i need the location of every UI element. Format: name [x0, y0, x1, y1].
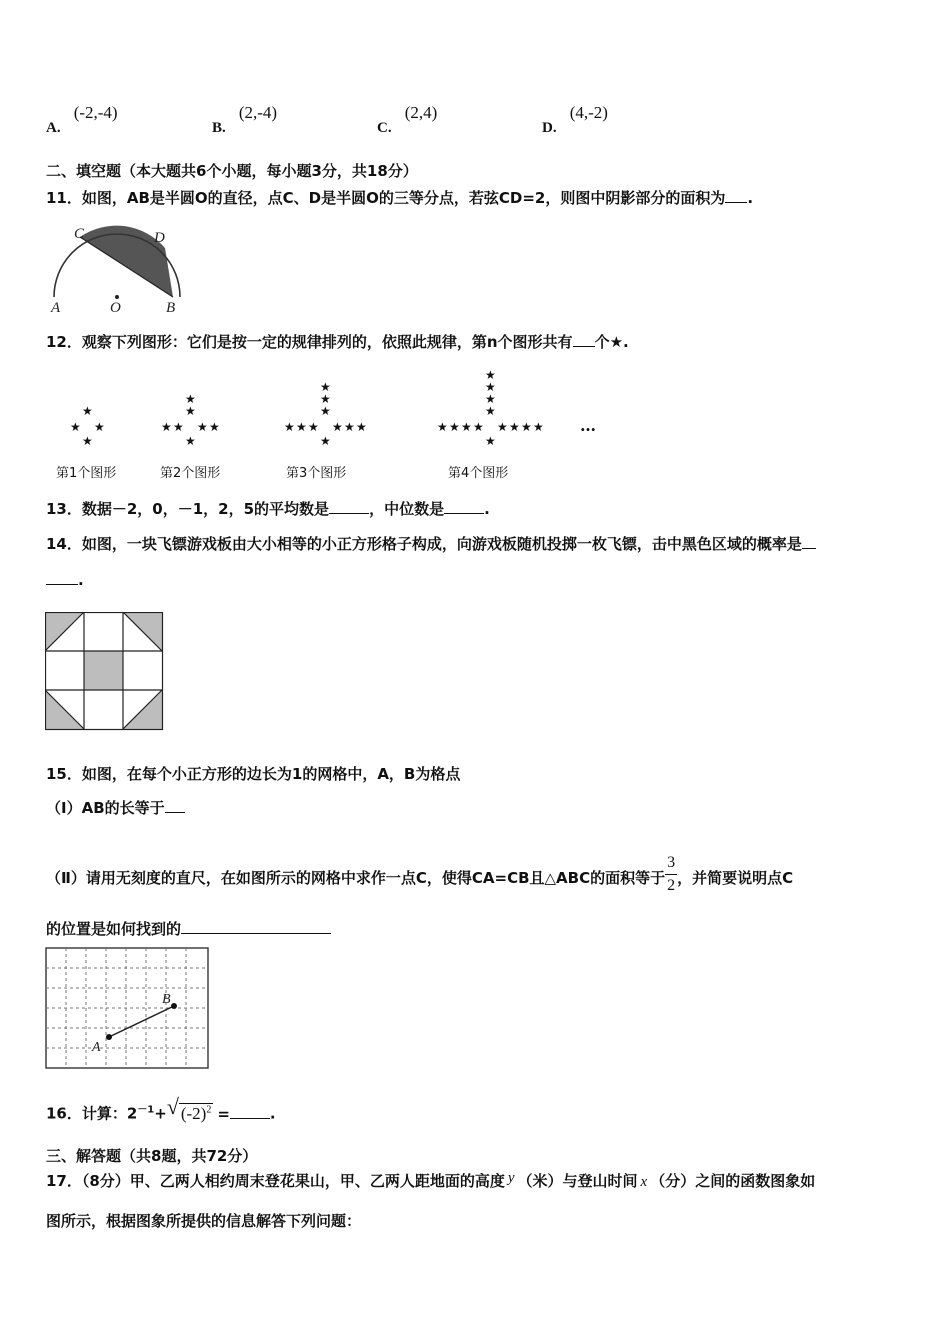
question-13-text-b: ，中位数是: [369, 500, 445, 518]
choice-c: [377, 103, 438, 136]
star-icon: ★: [449, 420, 460, 434]
star-icon: ★: [197, 420, 208, 434]
figure-caption-2: 第2个图形: [160, 466, 221, 481]
figure-caption-4: 第4个图形: [448, 466, 509, 481]
question-11: [46, 187, 753, 208]
variable-y: y: [507, 1170, 515, 1186]
segment-ab: [109, 1006, 174, 1037]
answer-blank: [230, 1104, 270, 1119]
section2-heading: 二、填空题（本大题共6个小题，每小题3分，共18分）: [46, 162, 418, 180]
answer-blank: [573, 332, 595, 347]
answer-blank: [181, 919, 331, 934]
choice-letter: B.: [212, 120, 226, 136]
equals-sign: =: [217, 1104, 230, 1123]
choice-a: [46, 103, 118, 136]
question-15-part2: [46, 856, 793, 901]
center-square: [84, 651, 123, 690]
star-icon: ★: [332, 420, 343, 434]
question-15-part1: [46, 797, 185, 818]
star-icon: ★: [185, 404, 196, 418]
figure-caption-3: 第3个图形: [286, 466, 347, 481]
semicircle-figure: [46, 224, 196, 316]
star-icon: ★: [485, 380, 496, 394]
choice-coordinate: (2,-4): [238, 103, 278, 122]
choice-coordinate: (-2,-4): [73, 103, 118, 122]
question-12-text: 12．观察下列图形：它们是按一定的规律排列的，依照此规律，第n个图形共有: [46, 333, 573, 351]
choice-letter: C.: [377, 120, 392, 136]
star-icon: ★: [533, 420, 544, 434]
star-icon: ★: [344, 420, 355, 434]
question-17-text-c: （分）之间的函数图象如: [650, 1172, 816, 1190]
grid-figure: [45, 947, 211, 1071]
star-icon: ★: [485, 434, 496, 448]
label-b: B: [162, 992, 171, 1007]
label-a: A: [92, 1040, 101, 1055]
label-c: C: [74, 226, 85, 242]
star-icon: ★: [82, 434, 93, 448]
star-icon: ★: [185, 434, 196, 448]
star-icon: ★: [320, 380, 331, 394]
section3-heading: 三、解答题（共8题，共72分）: [46, 1147, 258, 1165]
radicand-value: (-2): [180, 1103, 207, 1123]
question-13: [46, 498, 490, 519]
choice-d: [542, 103, 608, 136]
star-icon: ★: [185, 392, 196, 406]
star-icon: ★: [320, 404, 331, 418]
star-icon: ★: [485, 404, 496, 418]
question-14-line2: [46, 570, 84, 589]
choice-b: [212, 103, 278, 136]
answer-blank: [725, 188, 747, 203]
question-15-part2-line2: [46, 918, 331, 939]
star-icon: ★: [296, 420, 307, 434]
question-17-line2: 图所示，根据图象所提供的信息解答下列问题：: [46, 1212, 362, 1230]
point-a: [106, 1034, 112, 1040]
question-11-text: 11．如图，AB是半圆O的直径，点C、D是半圆O的三等分点，若弦CD=2，则图中阴影部分的面积为: [46, 189, 726, 207]
dartboard-figure: [45, 612, 165, 732]
choice-coordinate: (2,4): [404, 103, 438, 122]
star-figures: [46, 360, 646, 486]
label-a: A: [51, 300, 61, 316]
star-icon: ★: [209, 420, 220, 434]
answer-blank: [165, 798, 185, 813]
star-icon: ★: [161, 420, 172, 434]
star-icon: ★: [485, 392, 496, 406]
star-icon: ★: [437, 420, 448, 434]
question-11-end: .: [747, 189, 754, 207]
star-icon: ★: [94, 420, 105, 434]
choice-letter: A.: [46, 120, 61, 136]
question-17-text-a: 17．（8分）甲、乙两人相约周末登花果山，甲、乙两人距地面的高度: [46, 1172, 505, 1190]
star-icon: ★: [509, 420, 520, 434]
star-icon: ★: [82, 404, 93, 418]
question-12: [46, 331, 629, 352]
label-d: D: [154, 230, 165, 246]
question-15-part1-text: （Ⅰ）AB的长等于: [46, 799, 165, 817]
star-icon: ★: [356, 420, 367, 434]
center-point: [115, 295, 119, 299]
fraction-three-halves: [665, 852, 677, 897]
question-15-part2-text-c: 的位置是如何找到的: [46, 920, 182, 938]
exponent-neg-one: －1: [137, 1104, 155, 1116]
question-14-end: .: [78, 571, 84, 589]
variable-x: x: [640, 1174, 648, 1190]
answer-blank-part2: [46, 570, 78, 585]
question-13-end: .: [484, 500, 490, 518]
star-icon: ★: [461, 420, 472, 434]
question-15: 15．如图，在每个小正方形的边长为1的网格中，A，B为格点: [46, 765, 461, 783]
star-icon: ★: [284, 420, 295, 434]
question-13-text-a: 13．数据－2，0，－1，2，5的平均数是: [46, 500, 330, 518]
label-b: B: [166, 300, 176, 316]
question-16: [46, 1094, 276, 1127]
question-12-end: 个★.: [594, 333, 629, 351]
answer-blank-mean: [329, 499, 369, 514]
star-icon: ★: [497, 420, 508, 434]
radicand: [179, 1103, 213, 1123]
answer-blank-part1: [802, 534, 816, 549]
question-16-end: .: [269, 1104, 276, 1123]
star-icon: ★: [173, 420, 184, 434]
star-icon: ★: [320, 434, 331, 448]
sqrt-icon: √: [166, 1094, 179, 1119]
star-icon: ★: [521, 420, 532, 434]
radicand-exponent: 2: [206, 1104, 212, 1115]
figure-caption-1: 第1个图形: [56, 466, 117, 481]
plus-sign: +: [154, 1104, 167, 1123]
fraction-denominator: 2: [667, 877, 676, 894]
point-b: [171, 1003, 177, 1009]
choice-coordinate: (4,-2): [569, 103, 608, 122]
grid-dashed-lines: [46, 948, 208, 1068]
question-15-part2-text: （Ⅱ）请用无刻度的直尺，在如图所示的网格中求作一点C，使得CA=CB且△ABC的面积等于: [46, 869, 666, 887]
answer-blank-median: [444, 499, 484, 514]
star-layer: [46, 360, 646, 470]
star-icon: ★: [308, 420, 319, 434]
star-icon: ★: [70, 420, 81, 434]
question-17: [46, 1170, 815, 1191]
ellipsis: …: [580, 416, 596, 435]
question-16-text: 16．计算：2: [46, 1104, 138, 1123]
choice-letter: D.: [542, 120, 557, 136]
fraction-numerator: 3: [665, 852, 677, 875]
sqrt-expression: [166, 1094, 213, 1127]
star-icon: ★: [485, 368, 496, 382]
question-14-text: 14．如图，一块飞镖游戏板由大小相等的小正方形格子构成，向游戏板随机投掷一枚飞镖，击中黑色区域的概率是: [46, 535, 802, 553]
question-15-part2-end: ，并简要说明点C: [677, 869, 794, 887]
star-icon: ★: [320, 392, 331, 406]
label-o: O: [110, 300, 121, 316]
question-14: [46, 533, 816, 554]
question-17-text-b: （米）与登山时间: [517, 1172, 638, 1190]
star-icon: ★: [473, 420, 484, 434]
